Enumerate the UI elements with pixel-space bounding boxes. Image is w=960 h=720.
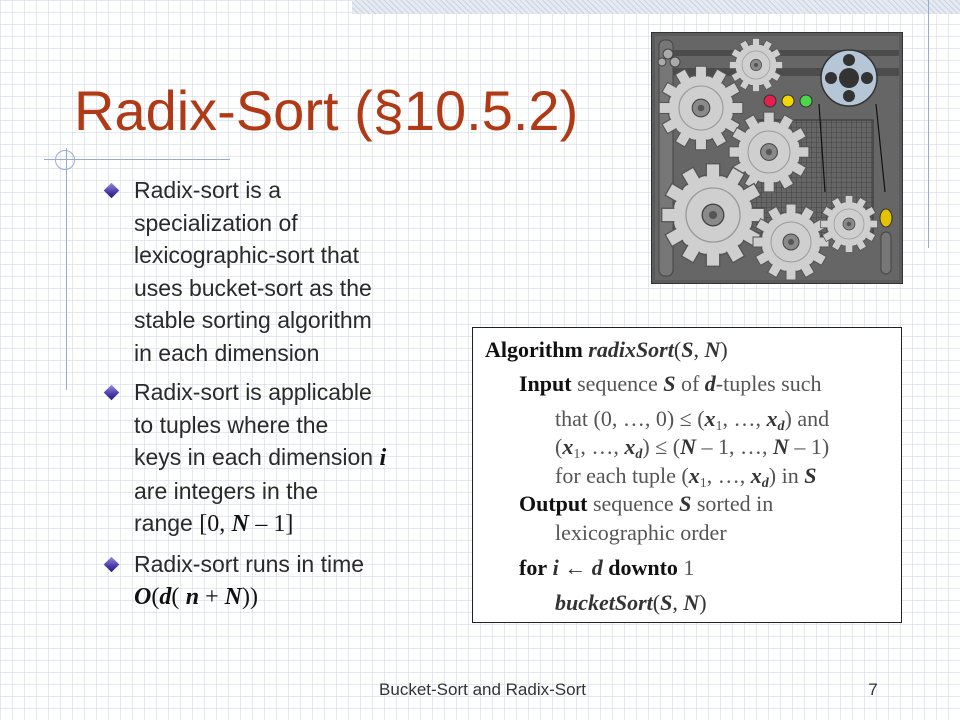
- bullet-line: lexicographic-sort that: [134, 242, 359, 268]
- bullet-line: are integers in the: [134, 477, 319, 504]
- left-arrow-icon: ←: [564, 555, 587, 580]
- footer-title: Bucket-Sort and Radix-Sort: [379, 680, 586, 699]
- bullet-item-definition: [104, 174, 434, 369]
- gears-machine-icon: [651, 32, 903, 284]
- bullet-line: stable sorting algorithm: [134, 307, 372, 333]
- page-number: 7: [868, 680, 878, 699]
- bullet-list: [104, 174, 434, 621]
- bullet-line: range: [134, 510, 193, 536]
- decor-circle: [55, 150, 75, 170]
- runtime-formula: O(d( n + N)): [134, 584, 258, 610]
- diamond-bullet-icon: [104, 385, 120, 401]
- math-var-i: i: [379, 445, 387, 471]
- algorithm-box: [472, 327, 902, 623]
- bullet-line: Radix-sort is applicable: [134, 379, 372, 405]
- algorithm-condition-line: that (0, …, $0) \le (x_1$, …, $x_d$) and: [555, 406, 830, 434]
- range-math-close: – 1]: [255, 511, 294, 537]
- bullet-item-applicability: [104, 376, 434, 541]
- algorithm-condition-line: ($x_1$, …, $x_d) \le (N - 1$, …, N – 1): [555, 434, 830, 462]
- diamond-bullet-icon: [104, 556, 120, 572]
- algorithm-output-line: Output sequence S sorted in: [519, 491, 774, 516]
- algorithm-for-loop: for i ← d downto 1: [519, 555, 695, 580]
- algorithm-name: radixSort: [588, 337, 674, 362]
- algorithm-call-line: bucketSort(S, N): [555, 590, 707, 615]
- bullet-item-runtime: [104, 548, 434, 614]
- top-decor-band: [352, 0, 960, 14]
- bullet-line: uses bucket-sort as the: [134, 274, 372, 301]
- algorithm-input-line: Input sequence S of d-tuples such: [519, 371, 822, 396]
- decor-vertical-line: [66, 148, 67, 390]
- bullet-line: specialization of: [134, 209, 298, 236]
- diamond-bullet-icon: [104, 183, 120, 199]
- algorithm-condition-line: for each tuple ($x_1$, …, $x_d$) in S: [555, 463, 817, 491]
- decor-right-line: [928, 0, 929, 248]
- bullet-line: Radix-sort runs in time: [134, 550, 365, 577]
- range-math-open: [0,: [199, 511, 226, 537]
- algorithm-header: Algorithm radixSort(S, N): [485, 337, 728, 362]
- algorithm-output-continuation: lexicographic order: [555, 520, 727, 545]
- bullet-line: in each dimension: [134, 339, 320, 366]
- slide-title: Radix-Sort (§10.5.2): [74, 79, 579, 142]
- bullet-line: keys in each dimension: [134, 444, 374, 470]
- bullet-line: Radix-sort is a: [134, 177, 281, 203]
- range-math-var: N: [231, 511, 249, 537]
- bullet-line: to tuples where the: [134, 411, 329, 438]
